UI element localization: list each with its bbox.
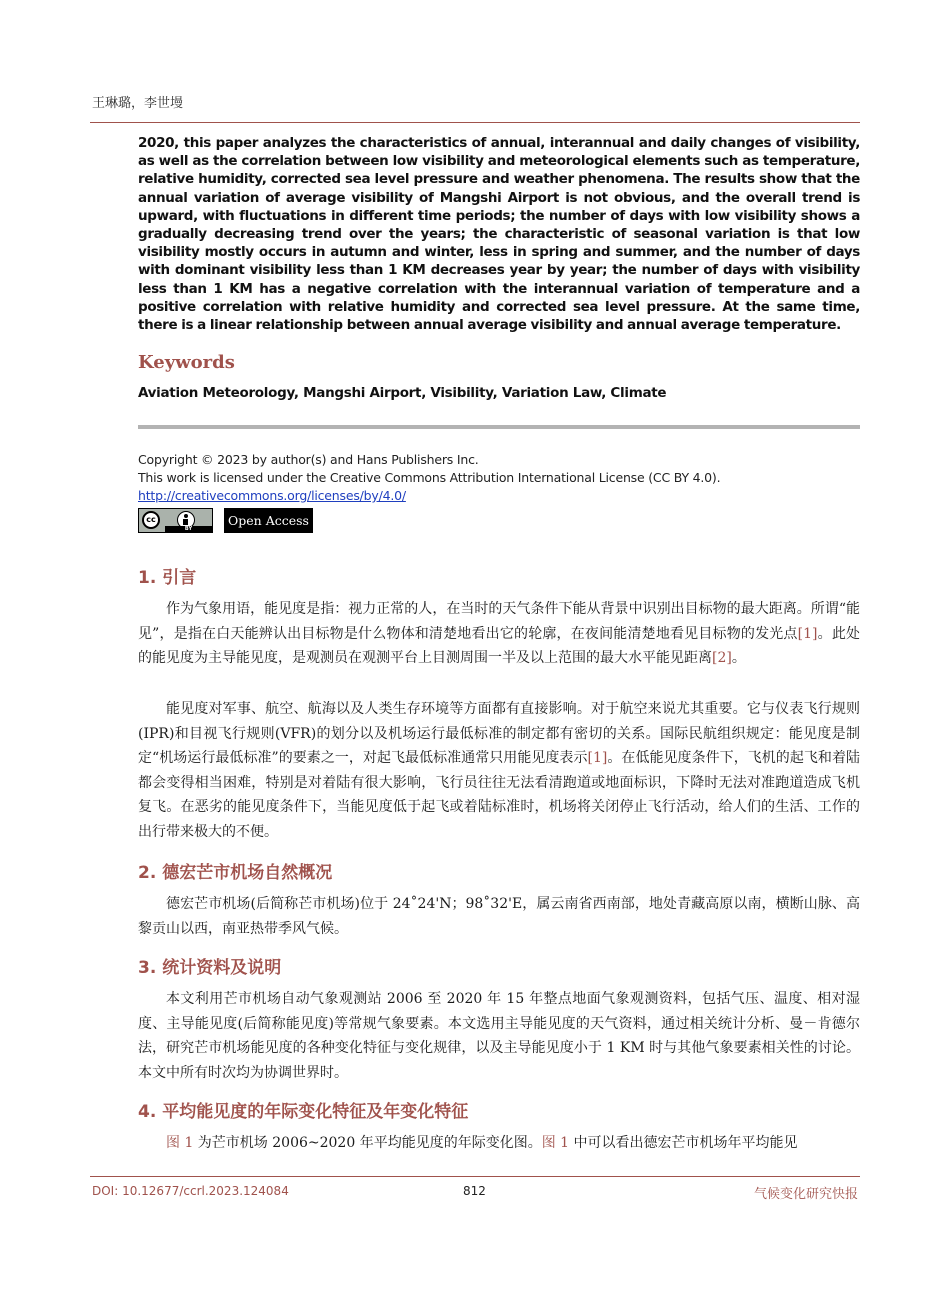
page-header-authors: 王琳璐，李世墁	[92, 96, 184, 111]
keywords-heading: Keywords	[138, 352, 235, 373]
paragraph-text: 。	[731, 650, 746, 667]
paragraph-text: 。此处的能见度为主导能见度，是观测员在观测平台上目测周围一半及以上范围的最大水平能见距离	[138, 625, 861, 667]
by-label: BY	[165, 526, 212, 532]
section-divider	[138, 425, 860, 429]
citation-link[interactable]: [1]	[797, 625, 818, 642]
paragraph-text: 。在低能见度条件下，飞机的起飞和着陆都会变得相当困难，特别是对着陆有很大影响，飞行员往往无法看清跑道或地面标识，下降时无法对准跑道造成飞机复飞。在恶劣的能见度条件下，当能见度低于起飞或着陆标准时，机场将关闭停止飞行活动，给人们的生活、工作的出行带来极大的不便。	[138, 750, 860, 840]
cc-by-badge[interactable]	[138, 508, 213, 533]
paragraph	[138, 697, 860, 845]
paragraph	[138, 892, 860, 941]
section-heading-3: 3. 统计资料及说明	[138, 958, 282, 978]
section-heading-2: 2. 德宏芒市机场自然概况	[138, 863, 333, 883]
paragraph-text: 本文利用芒市机场自动气象观测站 2006 至 2020 年 15 年整点地面气象观测资料，包括气压、温度、相对湿度、主导能见度(后简称能见度)等常规气象要素。本文选用主导能见度的天气资料，通过相关统计分析、曼－肯德尔法，研究芒市机场能见度的各种变化特征与变化规律，以及主导能见度小于 1 KM 时与其他气象要素相关性的讨论。本文中所有时次均为协调世界时。	[138, 991, 860, 1081]
page-number: 812	[463, 1184, 486, 1198]
figure-link[interactable]: 图 1	[541, 1135, 570, 1151]
footer-rule	[90, 1176, 860, 1177]
paragraph-text: 德宏芒市机场(后简称芒市机场)位于 24˚24'N；98˚32'E，属云南省西南部，地处青藏高原以南，横断山脉、高黎贡山以西，南亚热带季风气候。	[138, 896, 860, 937]
footer-doi[interactable]: DOI: 10.12677/ccrl.2023.124084	[92, 1184, 289, 1198]
paragraph	[138, 987, 860, 1085]
license-link[interactable]: http://creativecommons.org/licenses/by/4.0/	[138, 488, 406, 503]
header-rule	[90, 122, 860, 123]
abstract-text: 2020, this paper analyzes the characteristics of annual, interannual and daily changes of visibility, as well as the correlation between low visibility and meteorological elements such as temperature, relative humidity, corrected sea level pressure and weather phenomena. The results show that the annual variation of average visibility of Mangshi Airport is not obvious, and the overall trend is upward, with fluctuations in different time periods; the number of days with low visibility shows a gradually decreasing trend over the years; the characteristic of seasonal variation is that low visibility mostly occurs in autumn and winter, less in spring and summer, and the number of days with dominant visibility less than 1 KM decreases year by year; the number of days with visibility less than 1 KM has a negative correlation with the interannual variation of temperature and a positive correlation with relative humidity and corrected sea level pressure. At the same time, there is a linear relationship between annual average visibility and annual average temperature.	[138, 135, 860, 334]
paragraph	[138, 597, 860, 671]
paragraph-text: 能见度对军事、航空、航海以及人类生存环境等方面都有直接影响。对于航空来说尤其重要。它与仪表飞行规则(IPR)和目视飞行规则(VFR)的划分以及机场运行最低标准的制定都有密切的关系。国际民航组织规定：能见度是制定“机场运行最低标准”的要素之一，对起飞最低标准通常只用能见度表示	[138, 701, 860, 767]
open-access-badge[interactable]: Open Access	[224, 508, 313, 533]
cc-icon: cc	[142, 511, 160, 529]
section-heading-4: 4. 平均能见度的年际变化特征及年变化特征	[138, 1102, 469, 1122]
journal-name: 气候变化研究快报	[753, 1187, 858, 1202]
license-line: This work is licensed under the Creative Commons Attribution International License (CC BY 4.0).	[138, 470, 721, 485]
copyright-block	[138, 451, 860, 505]
copyright-line: Copyright © 2023 by author(s) and Hans Publishers Inc.	[138, 452, 479, 467]
citation-link[interactable]: [1]	[587, 750, 608, 767]
citation-link[interactable]: [2]	[712, 650, 732, 667]
figure-link[interactable]: 图 1	[166, 1135, 194, 1151]
paragraph-text: 作为气象用语，能见度是指：视力正常的人，在当时的天气条件下能从背景中识别出目标物的最大距离。所谓“能见”，是指在白天能辨认出目标物是什么物体和清楚地看出它的轮廓，在夜间能清楚地看见目标物的发光点	[138, 601, 860, 642]
section-heading-1: 1. 引言	[138, 568, 197, 588]
paragraph	[138, 1131, 860, 1156]
keywords-text: Aviation Meteorology, Mangshi Airport, Visibility, Variation Law, Climate	[138, 385, 667, 401]
paragraph-text: 为芒市机场 2006~2020 年平均能见度的年际变化图。	[193, 1135, 542, 1151]
paragraph-text: 中可以看出德宏芒市机场年平均能见	[569, 1135, 798, 1151]
